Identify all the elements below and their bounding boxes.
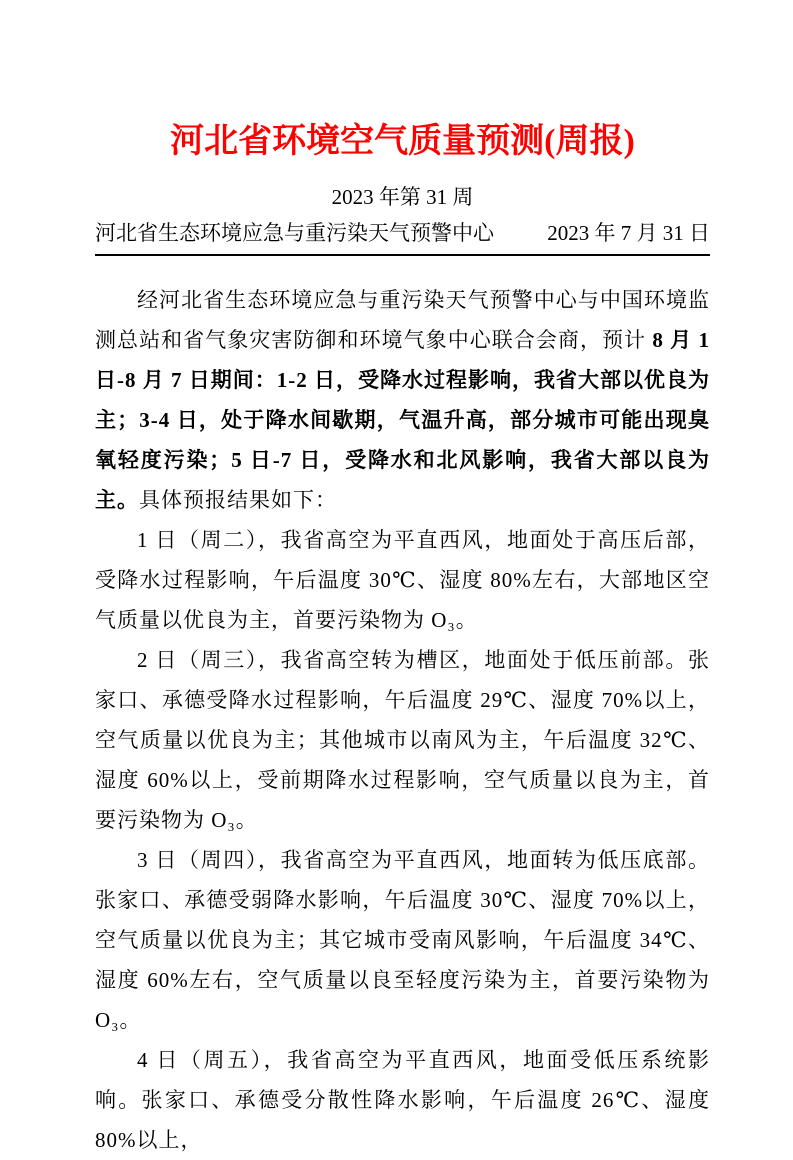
document-title: 河北省环境空气质量预测(周报) — [170, 123, 635, 160]
text-run: 3 日（周四），我省高空为平直西风，地面转为低压底部。张家口、承德受弱降水影响，午后温度 30℃、湿度 70%以上，空气质量以优良为主；其它城市受南风影响，午后温度 34℃、湿度 60%左右，空气质量以良至轻度污染为主，首要污染物为 O₃。 — [95, 848, 710, 1032]
text-run: 4 日（周五），我省高空为平直西风，地面受低压系统影响。张家口、承德受分散性降水影响，午后温度 26℃、湿度 80%以上， — [95, 1048, 710, 1152]
issuer-name: 河北省生态环境应急与重污染天气预警中心 — [95, 221, 494, 245]
text-run: 2 日（周三），我省高空转为槽区，地面处于低压前部。张家口、承德受降水过程影响，午后温度 29℃、湿度 70%以上，空气质量以优良为主；其他城市以南风为主，午后温度 32℃、湿度 60%以上，受前期降水过程影响，空气质量以良为主，首要污染物为 O₃。 — [95, 648, 710, 832]
paragraph — [95, 520, 710, 640]
week-label: 2023 年第 31 周 — [331, 185, 474, 209]
paragraph — [95, 280, 710, 520]
paragraph — [95, 840, 710, 1040]
bold-text-run: 8 月 1 日-8 月 7 日期间：1-2 日，受降水过程影响，我省大部以优良为主；3-4 日，处于降水间歇期，气温升高，部分城市可能出现臭氧轻度污染；5 日-7 日，受降水和北风影响，我省大部以良为主。 — [95, 328, 711, 512]
header-divider — [95, 254, 710, 256]
text-run: 具体预报结果如下： — [139, 488, 337, 512]
paragraph — [95, 640, 710, 840]
text-run: 经河北省生态环境应急与重污染天气预警中心与中国环境监测总站和省气象灾害防御和环境气象中心联合会商，预计 — [95, 288, 710, 352]
issue-date: 2023 年 7 月 31 日 — [547, 221, 710, 245]
text-run: 1 日（周二），我省高空为平直西风，地面处于高压后部，受降水过程影响，午后温度 30℃、湿度 80%左右，大部地区空气质量以优良为主，首要污染物为 O₃。 — [95, 528, 710, 632]
issuer-date-row — [95, 218, 710, 248]
document-body — [95, 280, 710, 1160]
paragraph — [95, 1040, 710, 1160]
